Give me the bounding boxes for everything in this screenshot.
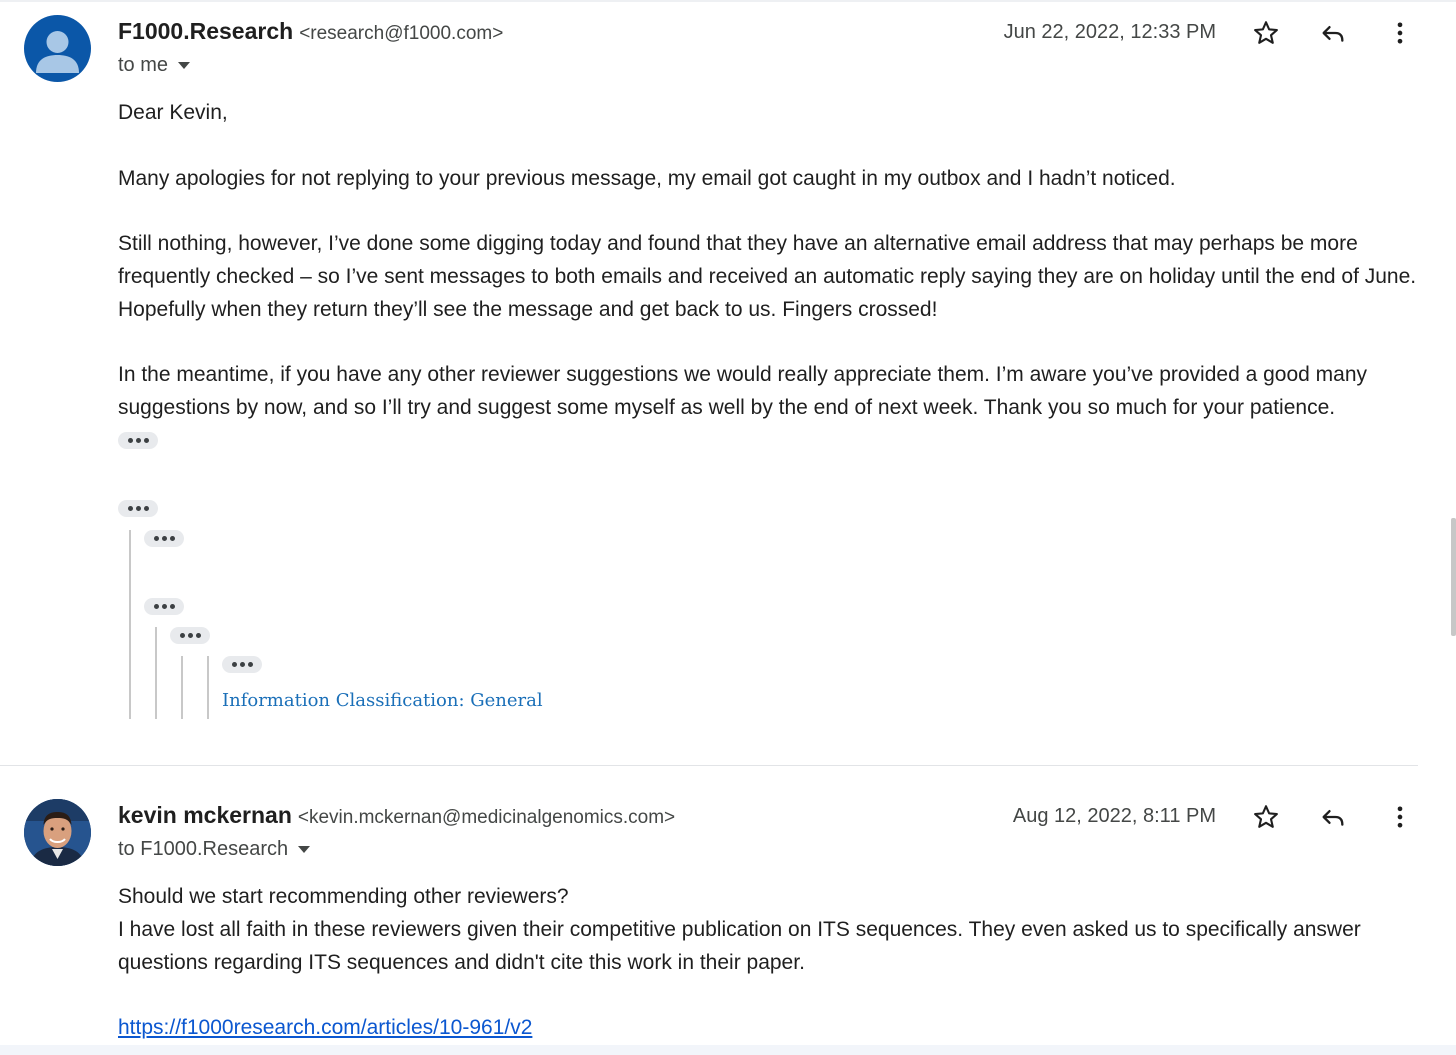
- reply-icon: [1319, 19, 1347, 47]
- sender-name[interactable]: F1000.Research: [118, 18, 294, 44]
- bottom-edge: [0, 1045, 1456, 1055]
- quote-line: [155, 627, 157, 719]
- more-vert-icon: [1386, 19, 1414, 47]
- star-icon: [1252, 19, 1280, 47]
- body-line: Should we start recommending other reviewers?: [118, 885, 569, 908]
- sender-email: <research@f1000.com>: [299, 23, 504, 44]
- message-date: Aug 12, 2022, 8:11 PM: [1012, 805, 1216, 827]
- sender-avatar[interactable]: [24, 15, 91, 82]
- message-body: [118, 880, 1418, 1044]
- quote-line: [207, 656, 209, 719]
- scrollbar-thumb[interactable]: [1451, 518, 1456, 636]
- message-body: [118, 96, 1418, 424]
- article-link[interactable]: https://f1000research.com/articles/10-961/v2: [118, 1016, 533, 1039]
- star-button[interactable]: [1248, 15, 1284, 51]
- person-icon: [24, 15, 91, 82]
- show-trimmed-content-button[interactable]: [222, 656, 262, 673]
- more-vert-icon: [1386, 803, 1414, 831]
- body-paragraph: In the meantime, if you have any other reviewer suggestions we would really appreciate them. I’m aware you’ve provided a good many suggestions by now, and so I’ll try and suggest some myself as well by the end of next week. Thank you so much for your patience.: [118, 363, 1367, 419]
- message-date: Jun 22, 2022, 12:33 PM: [1003, 21, 1216, 43]
- sender-name[interactable]: kevin mckernan: [118, 802, 292, 828]
- star-button[interactable]: [1248, 799, 1284, 835]
- show-trimmed-content-button[interactable]: [118, 432, 158, 449]
- sender-email: <kevin.mckernan@medicinalgenomics.com>: [297, 807, 676, 828]
- quote-line: [181, 656, 183, 719]
- body-paragraph: Many apologies for not replying to your previous message, my email got caught in my outbox and I hadn’t noticed.: [118, 167, 1176, 190]
- top-border: [0, 0, 1456, 2]
- show-trimmed-content-button[interactable]: [170, 627, 210, 644]
- body-paragraph: I have lost all faith in these reviewers given their competitive publication on ITS sequences. They even asked us to specifically answer questions regarding ITS sequences and didn't cite this work in their paper.: [118, 918, 1361, 974]
- recipient-toggle[interactable]: [118, 54, 190, 77]
- body-paragraph: Still nothing, however, I’ve done some digging today and found that they have an alternative email address that may perhaps be more frequently checked – so I’ve sent messages to both emails and received an automatic reply saying they are on holiday until the end of June. Hopefully when they return they’ll see the message and get back to us. Fingers crossed!: [118, 232, 1417, 321]
- quote-line: [129, 530, 131, 719]
- sender-line: [118, 802, 675, 829]
- star-icon: [1252, 803, 1280, 831]
- sender-avatar[interactable]: [24, 799, 91, 866]
- show-trimmed-content-button[interactable]: [144, 598, 184, 615]
- recipient-toggle[interactable]: [118, 838, 310, 861]
- more-options-button[interactable]: [1382, 15, 1418, 51]
- message-divider: [0, 765, 1418, 766]
- recipient-label: to me: [118, 54, 169, 76]
- show-trimmed-content-button[interactable]: [118, 500, 158, 517]
- recipient-label: to F1000.Research: [118, 838, 289, 860]
- chevron-down-icon: [178, 62, 190, 69]
- reply-button[interactable]: [1315, 15, 1351, 51]
- greeting: Dear Kevin,: [118, 101, 228, 124]
- chevron-down-icon: [298, 846, 310, 853]
- sender-line: [118, 18, 503, 45]
- show-trimmed-content-button[interactable]: [144, 530, 184, 547]
- classification-footer: Information Classification: General: [222, 690, 543, 711]
- profile-photo-icon: [24, 799, 91, 866]
- reply-button[interactable]: [1315, 799, 1351, 835]
- reply-icon: [1319, 803, 1347, 831]
- more-options-button[interactable]: [1382, 799, 1418, 835]
